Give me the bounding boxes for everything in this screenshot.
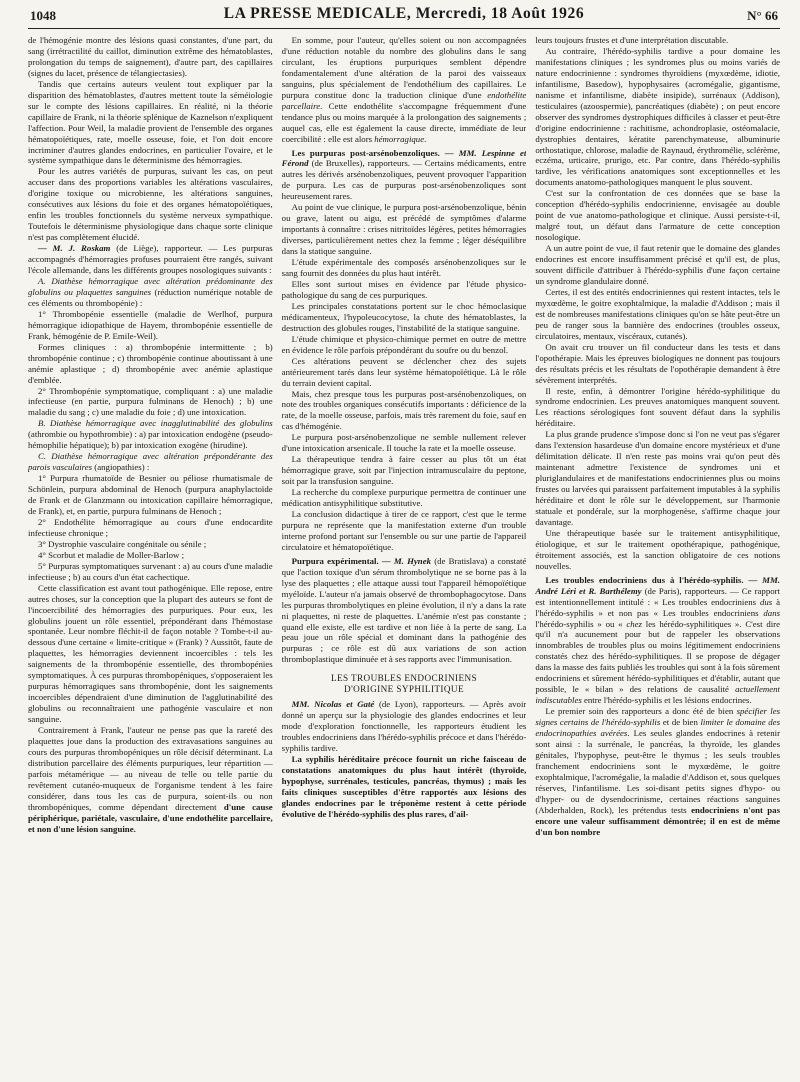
- paragraph: On avait cru trouver un fil conducteur dans les tests et dans l'opothérapie. Mais les épreuves biologiques ne donnent pas toujours des résultats précis et les résultats de l'opothérapie demandent à être sévèrement interprétés.: [535, 341, 780, 385]
- section-title: Les troubles endocriniens dus à l'hérédo-syphilis.: [545, 574, 744, 585]
- author-name: — M. Hynek: [378, 555, 432, 566]
- paragraph: Mais, chez presque tous les purpuras post-arsénobenzoliques, on note des troubles organiques consécutifs importants : déficience de la rate, de la moelle osseuse, parfois, mais très rarement du foie, sauf en cas d'hémogénie.: [281, 388, 527, 432]
- list-item: 2° Thrombopénie symptomatique, compliquant : a) une maladie infectieuse (en partie, purpura fulminans de Henoch) ; b) une maladie du sang ; c) une maladie du foie ; d) une intoxication.: [28, 385, 273, 418]
- text-columns: [28, 35, 780, 1075]
- italic-term: spécifier les signes certains de l'hérédo-syphilis: [535, 706, 780, 728]
- group-b: [28, 418, 273, 451]
- paragraph-text: . Cette endothélite s'accompagne fréquemment d'une tendance plus ou moins marquée à la prolongation des saignements ; auquel cas, elle est également la cause directe, immédiate de leur coercibilité : elle est alors: [281, 100, 527, 144]
- paragraph-text: entre l'hérédo-syphilis et les lésions endocrines.: [581, 695, 752, 706]
- journal-title: LA PRESSE MEDICALE, Mercredi, 18 Août 1926: [223, 5, 585, 22]
- paragraph: C'est sur la confrontation de ces données que se base la conception d'hérédo-syphilis endocrinienne, envisagée au double point de vue anatomo-pathologique et clinique. Aussi persiste-t-il, malgré tout, un défaut dans l'armature de cette conception nosologique.: [535, 188, 780, 243]
- paragraph: Il reste, enfin, à démontrer l'origine hérédo-syphilitique du syndrome endocrinien. Les preuves anatomiques manquent souvent. Les réactions sérologiques font souvent défaut dans la syphilis héréditaire.: [535, 385, 780, 429]
- paragraph: Le purpura post-arsénobenzolique ne semble nullement relever d'une intoxication arsenicale. Il touche la rate et la moelle osseuse.: [281, 432, 527, 454]
- paragraph-bold-text: d'une cause périphérique, pariétale, vasculaire, d'une endothélite parcellaire, et non d'une lésion sanguine.: [28, 801, 273, 834]
- paragraph-text: et de bien: [660, 717, 701, 728]
- italic-term: dans: [763, 607, 780, 618]
- report-roskam: [28, 243, 273, 276]
- paragraph-text: (de Lyon), rapporteurs. — Après avoir donné un aperçu sur la physiologie des glandes endocrines et leur mode d'exploration fonctionnelle, les rapporteurs étudient les troubles endocriniens dans l'hérédo-syphilis précoce et dans l'hérédo-syphilis tardive.: [281, 699, 527, 754]
- paragraph: de l'hémogénie montre des lésions quasi constantes, d'une part, du sang (irrétractilité du caillot, diminution extrême des hématoblastes, prolongation du temps de saignement), d'autre part, des capillaires (signes du lacet, présence de télangiectasies).: [28, 35, 273, 78]
- list-item: 2° Endothélite hémorragique au cours d'une endocardite infectieuse chronique ;: [28, 516, 273, 538]
- group-a: [28, 276, 273, 309]
- group-heading: A. Diathèse hémorragique avec altération prédominante des globulins ou plaquettes sanguines: [28, 275, 273, 297]
- paragraph: Ces altérations peuvent se déclencher chez des sujets antérieurement tarés dans leur système hématopoïétique. Là le rôle du terrain devient capital.: [281, 355, 527, 388]
- paragraph: Tandis que certains auteurs veulent tout expliquer par la disparition des hématoblastes, d'autres mettent toute la séméiologie sur le compte des lésions capillaires. En réalité, ni la théorie capillaire de Frank, ni la théorie splénique de Kaznelson n'expliquent l'affection. Pour Weil, la maladie provient de l'ensemble des organes hématopoïétiques, rate, moelle osseuse, foie, et l'on doit encore incriminer d'autres glandes endocrines, en particulier l'ovaire, et le système sympathique dans le déterminisme des hémorragies.: [28, 78, 273, 166]
- paragraph: La recherche du complexe purpurique permettra de continuer une médication antisyphilitique substitutive.: [281, 487, 527, 509]
- paragraph: Une thérapeutique basée sur le traitement antisyphilitique, étiologique, et sur le traitement opothérapique, pathogénique, étroitement associés, est la sanction obligatoire de ces notions nouvelles.: [535, 527, 780, 571]
- italic-term: endothélite parcellaire: [281, 89, 527, 111]
- italic-term: dus: [759, 596, 773, 607]
- paragraph: Cette classification est avant tout pathogénique. Elle repose, entre autres choses, sur la conception que la plupart des auteurs se font de l'incoercibilité des hémorragies des purpuriques. Pour eux, les globulins jouent un rôle essentiel, prépondérant dans l'hémostase spontanée. Leur nombre fléchit-il de façon notable ? Tombe-t-il au-dessous d'une certaine « limite-critique » (Frank) ? Aussitôt, faute de plaquettes, les hémorragies deviennent incoercibles : tels les saignements de la thrombopénie essentielle, des thrombopénies symptomatiques. À ces purpuras thrombopéniques, s'opposeraient les purpuras hémorragiques sans thrombopénie, dont les saignements incoercibles dépendraient d'une diminution de l'agglutinabilité des globulins ou reconnaîtraient une pathogénie vasculaire et non sanguine.: [28, 582, 273, 725]
- list-item: 4° Scorbut et maladie de Moller-Barlow ;: [38, 549, 185, 560]
- group-text: (athrombie ou hypothrombie) : a) par intoxication endogène (pseudo-hémophilie hépatique); b) par intoxication exogène (hirudine).: [28, 429, 273, 451]
- column-left: [28, 35, 273, 1075]
- paragraph-text: l'hérédo-syphilis » ou «: [535, 618, 627, 629]
- italic-term: limiter le domaine des endocrinopathies avérées: [535, 717, 780, 739]
- italic-term: actuellement indiscutables: [535, 684, 780, 706]
- page-header: [28, 0, 780, 29]
- report-leri: [535, 575, 780, 706]
- issue-number: N° 66: [747, 8, 778, 23]
- group-text: (angiopathies) :: [92, 462, 150, 473]
- paragraph: Elles sont surtout mises en évidence par l'étude physico-pathologique du sang de ces purpuriques.: [281, 278, 527, 300]
- paragraph-bold: La syphilis héréditaire précoce fournit un riche faisceau de constatations anatomiques du plus haut intérêt (thyroïde, hypophyse, surrénales, testicules, pancréas, thymus) ; mais les faits cliniques susceptibles d'être rapportés aux lésions des glandes endocrines par le tréponème restent à cette période évolutive de l'hérédo-syphilis des plus rares, d'ail-: [281, 754, 527, 819]
- list-item: 1° Purpura rhumatoïde de Besnier ou péliose rhumatismale de Schönlein, purpura abdominal de Henoch (purpura anaphylactoïde de Frank et de Glanzmann ou intoxication capillaire hémorragique, de Frank), et, en partie, purpura fulminans de Henoch ;: [28, 473, 273, 516]
- author-name: — M. J. Roskam: [38, 243, 111, 254]
- paragraph: Pour les autres variétés de purpuras, suivant les cas, on peut accuser dans des proportions variables les altérations vasculaires, d'origine toxique ou microbienne, les altérations sanguines, consécutives aux lésions du foie et des organes hématopoïétiques, enfin les troubles fonctionnels du système nerveux sympathique. Toutefois le déterminisme physiologique dans chaque sorte clinique n'est pas complètement élucidé.: [28, 166, 273, 243]
- section-title: Purpura expérimental.: [291, 555, 379, 566]
- paragraph: Certes, il est des entités endocriniennes qui restent intactes, tels le myxœdème, le goitre exophtalmique, la maladie d'Addison ; mais il est de nombreuses manifestations cliniques qu'on se hâte peut-être un peu de ranger sous la bannière des endocrines (troubles osseux, circulatoires, mentaux, viscéraux, cutanés).: [535, 286, 780, 341]
- paragraph: [28, 725, 273, 835]
- group-heading: C. Diathèse hémorragique avec altération prépondérante des parois vasculaires: [28, 451, 273, 473]
- list-item: 1° Thrombopénie essentielle (maladie de Werlhof, purpura hémorragique idiopathique de Hayem, thrombopénie essentielle de Frank, hémogénie de P. Emile-Weil).: [28, 308, 273, 341]
- report-nicolas: [282, 699, 527, 754]
- paragraph-text: (de Liège), rapporteur. — Les purpuras accompagnés d'hémorragies profuses pourraient être rangés, suivant l'école allemande, dans les différents groupes nosologiques suivants :: [28, 243, 273, 276]
- paragraph: L'étude expérimentale des composés arsénobenzoliques sur le sang fournit des données du plus haut intérêt.: [281, 257, 527, 279]
- column-right: [535, 35, 780, 1075]
- paragraph: Les principales constatations portent sur le choc hémoclasique médicamenteux, l'hypoleucocytose, la chute des hématoblastes, la destruction des globules rouges, l'instabilité de la statique sanguine.: [281, 300, 527, 333]
- list-item: Formes cliniques : a) thrombopénie intermittente ; b) thrombopénie continue ; c) thrombopénie continue aboutissant à une anémie aplastique ; d) thrombopénie avec anémie aplastique d'emblée.: [28, 341, 273, 385]
- author-name: MM. Nicolas et Gaté: [291, 699, 375, 710]
- paragraph: [282, 35, 527, 145]
- paragraph: leurs toujours frustes et d'une interprétation discutable.: [535, 35, 729, 45]
- group-heading: B. Diathèse hémorragique avec inagglutinabilité des globulins: [38, 418, 273, 429]
- report-lespinne: [282, 148, 527, 203]
- paragraph: Au contraire, l'hérédo-syphilis tardive a pour domaine les manifestations cliniques ; les syndromes plus ou moins variés de nature endocrinienne : syndromes thyroïdiens (myxœdème, idiotie, infantilisme, Basedow), hypophysaires (acromégalie, gigantisme, nanisme et infantilisme, diabète insipide), surrénaux (Addison), testiculaires (azoospermie), pancréatiques (diabète) ; on peut encore observer des syndromes dystrophiques difficiles à classer et peut-être d'origine endocrinienne : rachitisme, achondroplasie, ostéomalacie, dystrophies dentaires, kératite parenchymateuse, albuminurie orthostatique, chlorose, maladie de Raynaud, érythromélie, sclérème, eczéma, urticaire, prurigo, etc. Par contre, dans l'hérédo-syphilis tardive, les vérifications anatomiques sont exceptionnelles et les documents anatomo-pathologiques manquent le plus souvent.: [535, 45, 780, 188]
- paragraph-text: Contrairement à Frank, l'auteur ne pense pas que la rareté des plaquettes joue dans la production des extravasations sanguines au cours des purpuras thrombopéniques un rôle décisif déterminant. La distribution parcellaire des éléments purpuriques, leur répartition — parfois métamérique — au niveau de telle ou telle partie du revêtement cutanéo-muqueux de l'organisme tendent à les faire considérer, dans tous les cas de purpura, soient-ils ou non thrombopéniques, comme dépendant directement: [28, 725, 273, 812]
- paragraph-text: (de Bratislava) a constaté que l'action toxique d'un sérum thrombolytique ne se borne pas à la lyse des plaquettes ; elle attaque aussi tout l'appareil hémopoïétique myéloïde. L'auteur n'a jamais observé de thrombophagocytose. Dans les purpuras thrombolytiques en pleine évolution, il n'y a dans la rate ni plaquettes, ni reste de plaquettes. L'anémie n'est pas constante ; quand elle existe, elle est tardive et non liée à la perte de sang. La peau joue un rôle spécial et dominant dans la pathogénie des purpuras ; ce rôle est dû aux variations de son action thromboplastique diminuée et à ses rapports avec l'immunisation.: [281, 555, 527, 665]
- paragraph-text: (de Paris), rapporteurs. — Ce rapport est intentionnellement intitulé : « Les troubles endocriniens: [535, 585, 780, 607]
- paragraph: Au point de vue clinique, le purpura post-arsénobenzolique, bénin ou grave, latent ou aigu, est précédé de symptômes d'alarme importants à connaître : crises nitritoïdes légères, petites hémorragies diverses, particulièrement nettes chez la femme ; léger déséquilibre dans la statique sanguine.: [281, 202, 527, 257]
- list-item: 5° Purpuras symptomatiques survenant : a) au cours d'une maladie infectieuse ; b) au cours d'un état cachectique.: [28, 560, 273, 582]
- section-title: Les purpuras post-arsénobenzoliques.: [291, 147, 440, 158]
- section-heading-line2: D'ORIGINE SYPHILITIQUE: [344, 684, 464, 695]
- author-name: — MM. Lespinne et Férond: [281, 147, 527, 169]
- paragraph: L'étude chimique et physico-chimique permet en outre de mettre en évidence le rôle parfois prépondérant du soufre ou du benzol.: [281, 333, 527, 355]
- report-hynek: [282, 556, 527, 666]
- group-c: [28, 451, 273, 473]
- group-text: (réduction numérique notable de ces éléments ou thrombopénie) :: [28, 286, 273, 308]
- italic-term: hémorragique: [374, 133, 425, 144]
- paragraph-text: .: [424, 133, 427, 144]
- list-item: 3° Dystrophie vasculaire congénitale ou sénile ;: [38, 538, 207, 549]
- section-heading: [282, 673, 527, 695]
- paragraph-text: les hérédo-syphilitiques ». C'est dire qu'il n'a aucunement pour but de rappeler les observations innombrables de troubles plus ou moins légitimement endocriniens constatés chez des hérédo-syphilitiques. Il se propose de dégager dans la masse des faits publiés les troubles qui sont à la fois sûrement endocriniens et sûrement hérédo-syphilitiques et d'établir, autant que possible, le « bilan » des relations de causalité: [535, 618, 780, 695]
- paragraph-text: (de Bruxelles), rapporteurs. — Certains médicaments, entre autres les dérivés arsénobenzoliques, peuvent provoquer l'apparition de purpura. Les cas de purpuras post-arsénobenzoliques sont heureusement rares.: [281, 158, 527, 202]
- paragraph-text: Le premier soin des rapporteurs a donc été de bien: [545, 706, 737, 717]
- paragraph-text: à l'hérédo-syphilis » et non pas « Les troubles endocriniens: [535, 596, 780, 618]
- column-middle: [282, 35, 527, 1075]
- italic-term: chez: [626, 618, 642, 629]
- page-number: 1048: [30, 8, 56, 23]
- paragraph: La conclusion didactique à tirer de ce rapport, c'est que le terme purpura ne représente que la manifestation externe d'un trouble interne profond portant sur l'ensemble ou sur une partie de l'appareil circulatoire et hématopoïétique.: [281, 508, 527, 552]
- paragraph: A un autre point de vue, il faut retenir que le domaine des glandes endocrines est encore insuffisamment précisé et qu'il est, de plus, souvent difficile d'attribuer à l'hérédo-syphilis d'une façon certaine un syndrome glandulaire donné.: [535, 243, 780, 286]
- paragraph-text: . Les seules glandes endocrines à retenir sont ainsi : la surrénale, le pancréas, la thyroïde, les glandes génitales, l'hypophyse, peut-être le thymus ; les seuls troubles franchement endocriniens sont le myxœdème, le goitre exophtalmique, l'acromégalie, la maladie d'Addison et, sous quelques réserves, l'infantilisme. Les soi-disant petits signes d'hypo- ou d'hyper- ou de dysendocrinisme, certaines réactions sanguines (Abderhalden, Rock), les prétendus tests: [535, 728, 780, 815]
- paragraph-bold-text: endocriniens n'ont pas encore une valeur suffisamment démontrée; il en est de même d'un bon nombre: [535, 804, 780, 837]
- paragraph-text: En somme, pour l'auteur, qu'elles soient ou non accompagnées d'une réduction notable du nombre des globulins dans le sang circulant, les éruptions purpuriques semblent dépendre fondamentalement d'une altération de la paroi des vaisseaux sanguins, plus spécialement de l'endothélium des capillaires. Le purpura constitue donc la traduction clinique d'une: [281, 35, 527, 100]
- author-name: — MM. André Léri et R. Barthélemy: [535, 574, 780, 596]
- paragraph: La thérapeutique tendra à faire cesser au plus tôt un état hémorragique grave, soit par l'injection intramusculaire du peptone, soit par la transfusion sanguine.: [281, 454, 527, 487]
- paragraph: [535, 706, 780, 837]
- section-heading-line1: LES TROUBLES ENDOCRINIENS: [330, 673, 478, 684]
- paragraph: La plus grande prudence s'impose donc si l'on ne veut pas s'égarer dans l'extension hasardeuse d'un domaine encore mystérieux et d'une délimitation délicate. Il n'en reste pas moins vrai qu'on peut dès maintenant admettre l'existence de syndromes uni et pluriglandulaires et de manifestations endocriniennes plus ou moins frustes ou larvées qui paraissent parfaitement imputables à la syphilis héréditaire et dont le rôle sur le développement, sur l'harmonie statuale et pondérale, sur la morphogenèse, s'affirme chaque jour davantage.: [535, 429, 780, 527]
